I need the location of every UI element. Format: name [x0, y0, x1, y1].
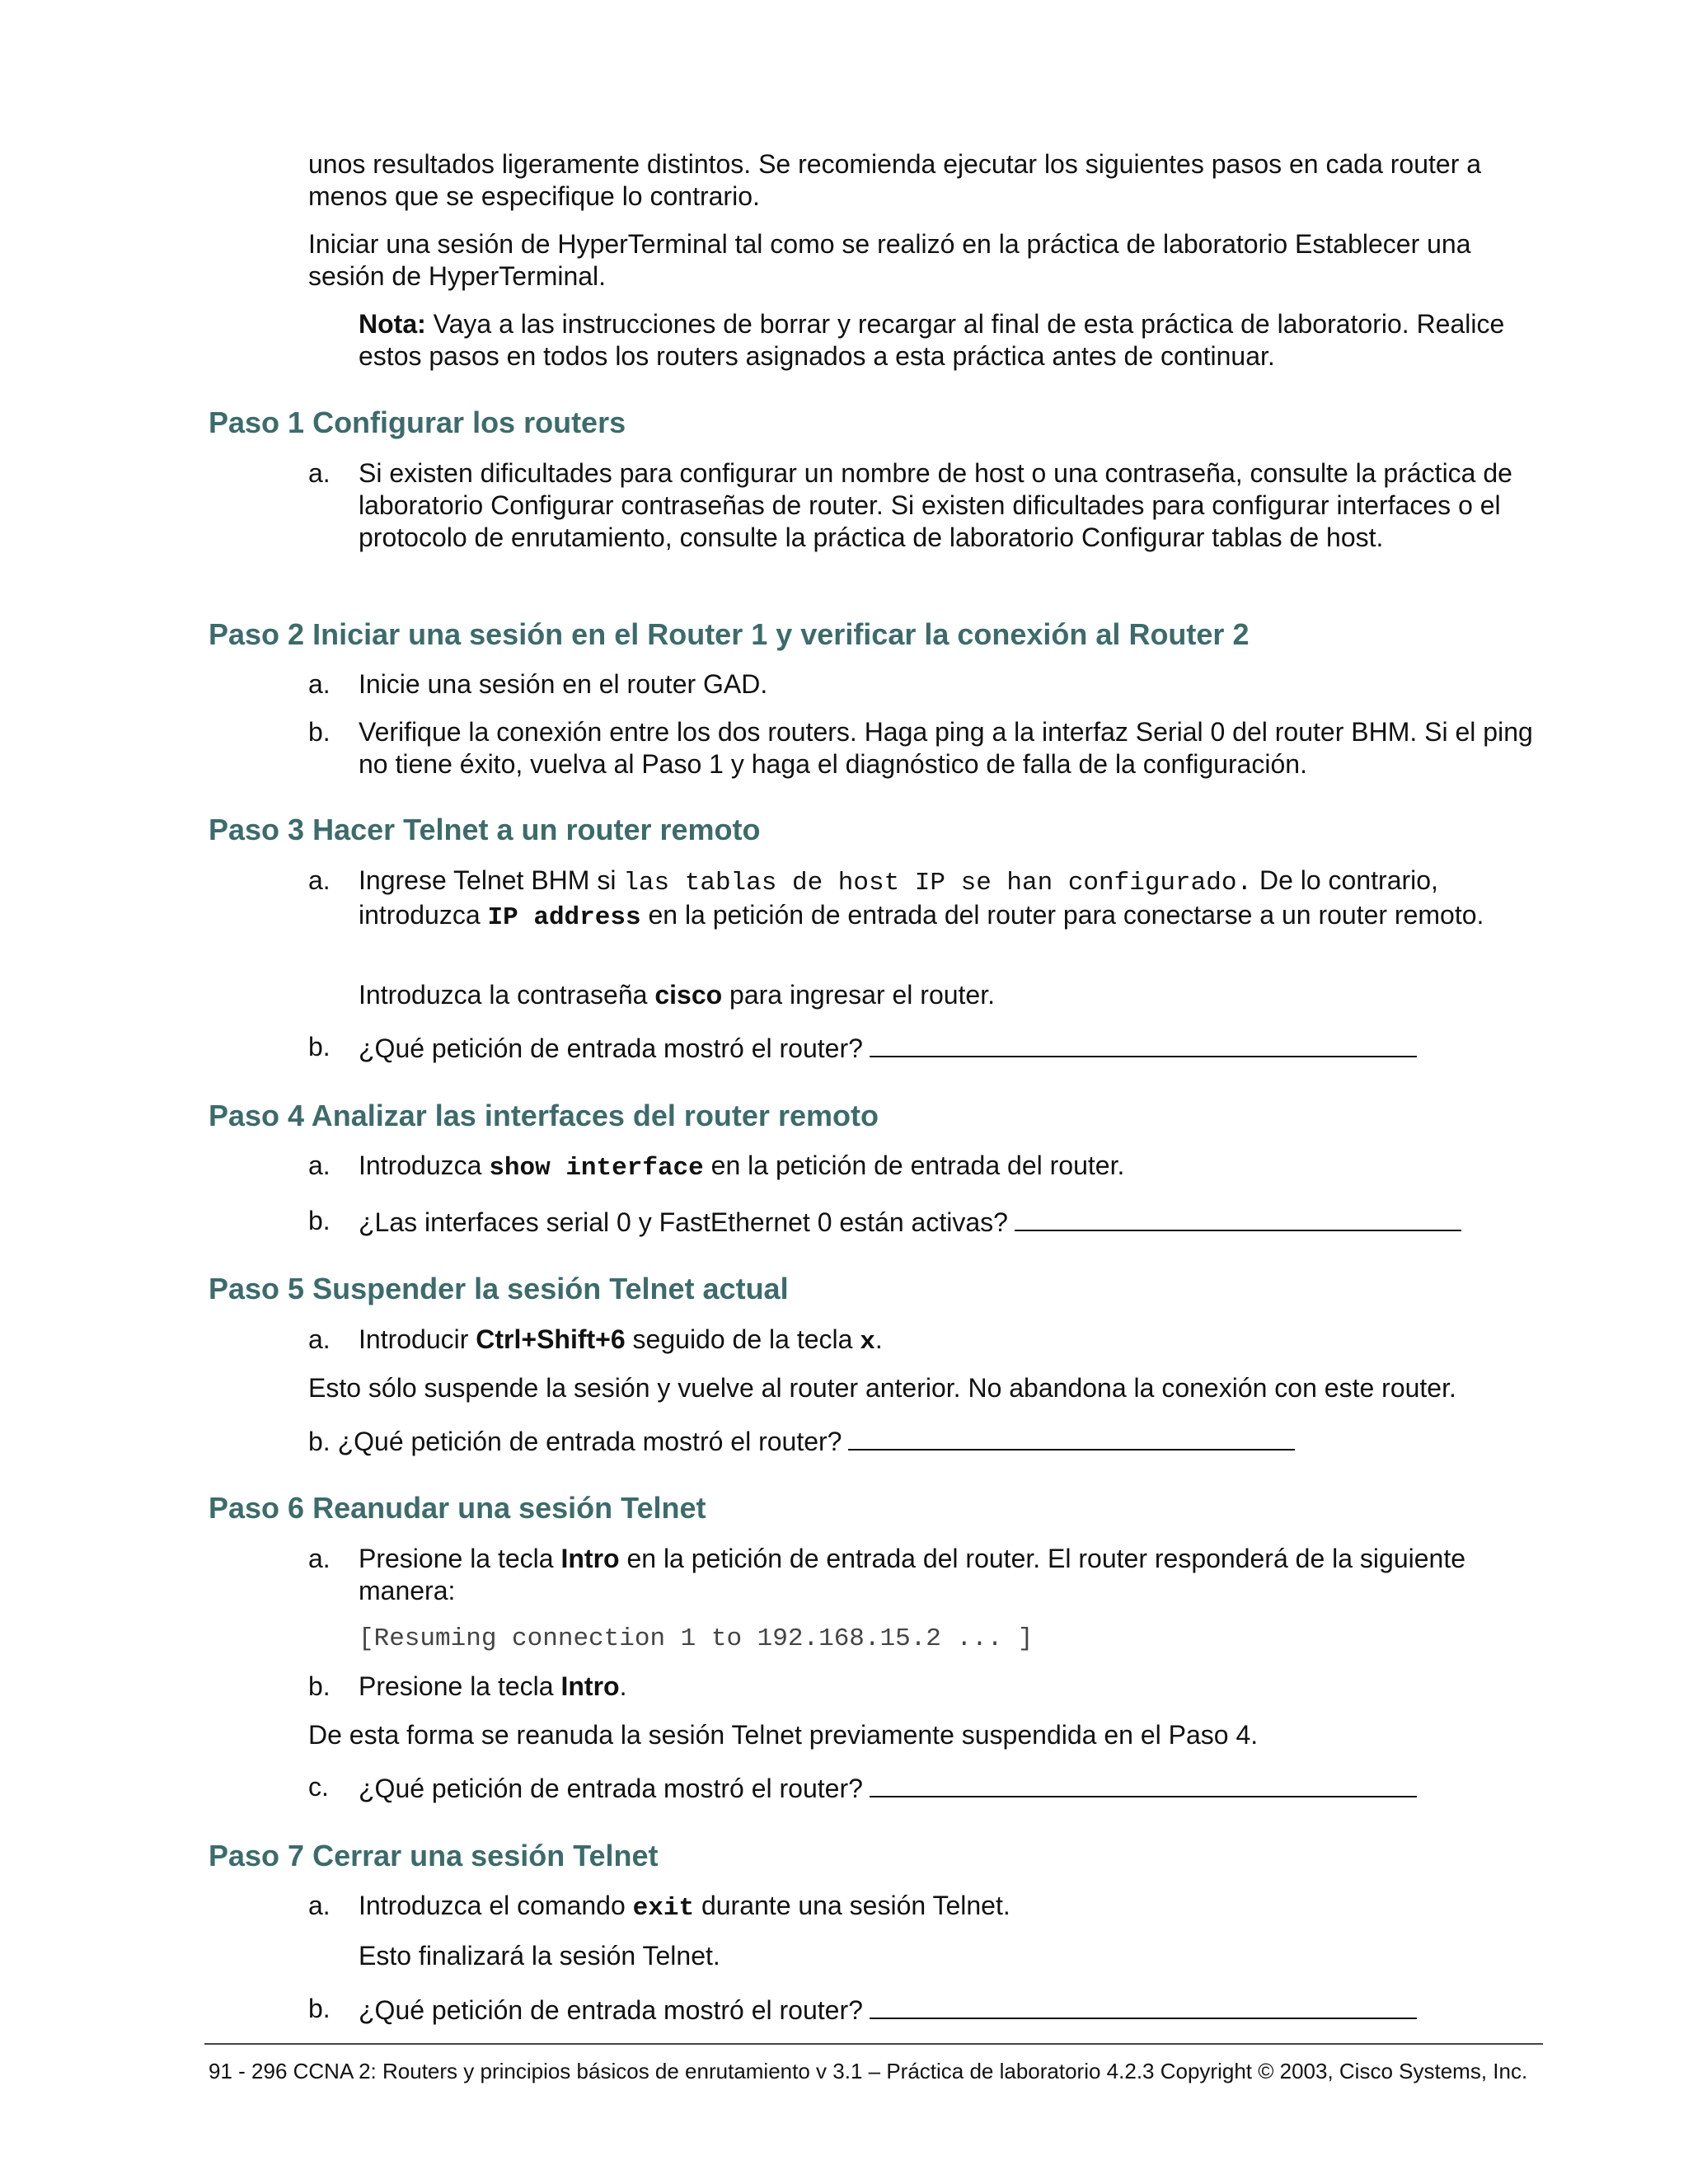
item-text [359, 1671, 1554, 1703]
answer-blank[interactable] [848, 1424, 1295, 1451]
command-exit: exit [632, 1894, 695, 1923]
item-text [359, 1324, 1554, 1358]
item-label: b. [308, 1032, 331, 1062]
item-label: b. [308, 1994, 331, 2023]
item-text: Si existen dificultades para configurar un nombre de host o una contraseña, consulte la práctica de laboratorio Configurar contraseñas de router. Si existen dificultades para configurar interfaces o el protocolo de enrutamiento, consulte la práctica de laboratorio Configurar tablas de host. [359, 458, 1512, 552]
text-run: durante una sesión Telnet. [694, 1891, 1010, 1920]
password-cisco: cisco [654, 980, 723, 1010]
answer-blank[interactable] [870, 1031, 1417, 1057]
key-x: x [860, 1328, 875, 1357]
text-run: en la petición de entrada del router para conectarse a un router remoto. [640, 900, 1484, 930]
intro-paragraph-2: Iniciar una sesión de HyperTerminal tal como se realizó en la práctica de laboratorio Establecer una sesión de HyperTerminal. [308, 229, 1471, 291]
intro-paragraph-1: unos resultados ligeramente distintos. Se recomienda ejecutar los siguientes pasos en cada router a menos que se especifique lo contrario. [308, 149, 1482, 211]
monospace-run: las tablas de host IP se han configurado. [623, 869, 1253, 898]
step-6-paragraph: De esta forma se reanuda la sesión Telnet previamente suspendida en el Paso 4. [308, 1720, 1259, 1750]
step-5-paragraph: Esto sólo suspende la sesión y vuelve al router anterior. No abandona la conexión con este router. [308, 1373, 1456, 1403]
step-4-heading: Paso 4 Analizar las interfaces del router remoto [209, 1099, 879, 1132]
item-text [359, 865, 1554, 934]
question-text: ¿Qué petición de entrada mostró el router? [359, 1995, 863, 2025]
note-paragraph [359, 308, 1529, 373]
step-7-note: Esto finalizará la sesión Telnet. [359, 1941, 720, 1971]
item-label: c. [308, 1772, 329, 1802]
answer-blank[interactable] [1015, 1205, 1461, 1231]
text-run: Introduzca la contraseña [359, 980, 655, 1010]
item-text: Inicie una sesión en el router GAD. [359, 669, 768, 699]
text-run: Introducir [359, 1324, 476, 1354]
item-text [359, 1150, 1554, 1184]
step-5-item-b [308, 1424, 1553, 1458]
item-text [359, 1890, 1554, 1924]
step-3-password-note [359, 979, 1529, 1011]
item-label: a. [308, 1324, 331, 1354]
item-label: b. [308, 1206, 331, 1235]
footer-divider [204, 2043, 1543, 2045]
key-intro: Intro [560, 1544, 620, 1573]
question-text: ¿Qué petición de entrada mostró el router? [359, 1774, 863, 1803]
item-label: b. [308, 1671, 331, 1701]
item-label: a. [308, 1891, 331, 1920]
router-output: [Resuming connection 1 to 192.168.15.2 ... ] [359, 1624, 1034, 1653]
item-label: b. [308, 717, 331, 747]
step-2-heading: Paso 2 Iniciar una sesión en el Router 1 y verificar la conexión al Router 2 [209, 617, 1250, 651]
step-5-heading: Paso 5 Suspender la sesión Telnet actual [209, 1272, 789, 1305]
answer-blank[interactable] [870, 1771, 1417, 1797]
step-1-heading: Paso 1 Configurar los routers [209, 405, 626, 439]
item-text [359, 1205, 1554, 1239]
command-show-interface: show interface [489, 1154, 704, 1183]
text-run: en la petición de entrada del router. [703, 1151, 1125, 1180]
question-text: ¿Qué petición de entrada mostró el router? [359, 1033, 863, 1063]
item-text: Verifique la conexión entre los dos routers. Haga ping a la interfaz Serial 0 del router BHM. Si el ping no tiene éxito, vuelva al Paso 1 y haga el diagnóstico de falla de la configuración. [359, 717, 1533, 779]
question-text: b. ¿Qué petición de entrada mostró el router? [308, 1427, 842, 1456]
text-run: Presione la tecla [359, 1544, 561, 1573]
step-3-heading: Paso 3 Hacer Telnet a un router remoto [209, 813, 761, 846]
text-run: seguido de la tecla [625, 1324, 860, 1354]
text-run: Introduzca el comando [359, 1891, 633, 1920]
page-footer: 91 - 296 CCNA 2: Routers y principios básicos de enrutamiento v 3.1 – Práctica de laboratorio 4.2.3 Copyright © 2003, Cisco Systems, Inc. [209, 2059, 1528, 2083]
item-label: a. [308, 669, 331, 699]
text-run: Introduzca [359, 1151, 490, 1180]
command-ip-address: IP address [487, 903, 641, 932]
item-text [359, 1993, 1554, 2027]
answer-blank[interactable] [870, 1993, 1417, 2019]
item-text [359, 1543, 1554, 1607]
text-run: en la petición de entrada del router. El router responderá de la siguiente manera: [359, 1544, 1466, 1605]
text-run: para ingresar el router. [722, 980, 995, 1010]
text-run: Ingrese Telnet BHM si [359, 865, 624, 895]
note-label: Nota: [359, 309, 426, 339]
item-text [359, 1771, 1554, 1805]
item-label: a. [308, 865, 331, 895]
text-run: De lo contrario, introduzca [359, 865, 1438, 930]
item-text [359, 1031, 1554, 1065]
key-intro: Intro [560, 1671, 620, 1701]
item-label: a. [308, 1151, 331, 1180]
step-6-heading: Paso 6 Reanudar una sesión Telnet [209, 1491, 706, 1525]
text-run: . [619, 1671, 627, 1701]
key-combo: Ctrl+Shift+6 [476, 1324, 626, 1354]
item-label: a. [308, 1544, 331, 1573]
note-text: Vaya a las instrucciones de borrar y recargar al final de esta práctica de laboratorio. Realice estos pasos en todos los routers asignados a esta práctica antes de continuar. [359, 309, 1505, 371]
question-text: ¿Las interfaces serial 0 y FastEthernet 0 están activas? [359, 1207, 1008, 1237]
step-7-heading: Paso 7 Cerrar una sesión Telnet [209, 1839, 659, 1872]
text-run: Presione la tecla [359, 1671, 561, 1701]
item-label: a. [308, 458, 331, 488]
text-run: . [874, 1324, 883, 1354]
